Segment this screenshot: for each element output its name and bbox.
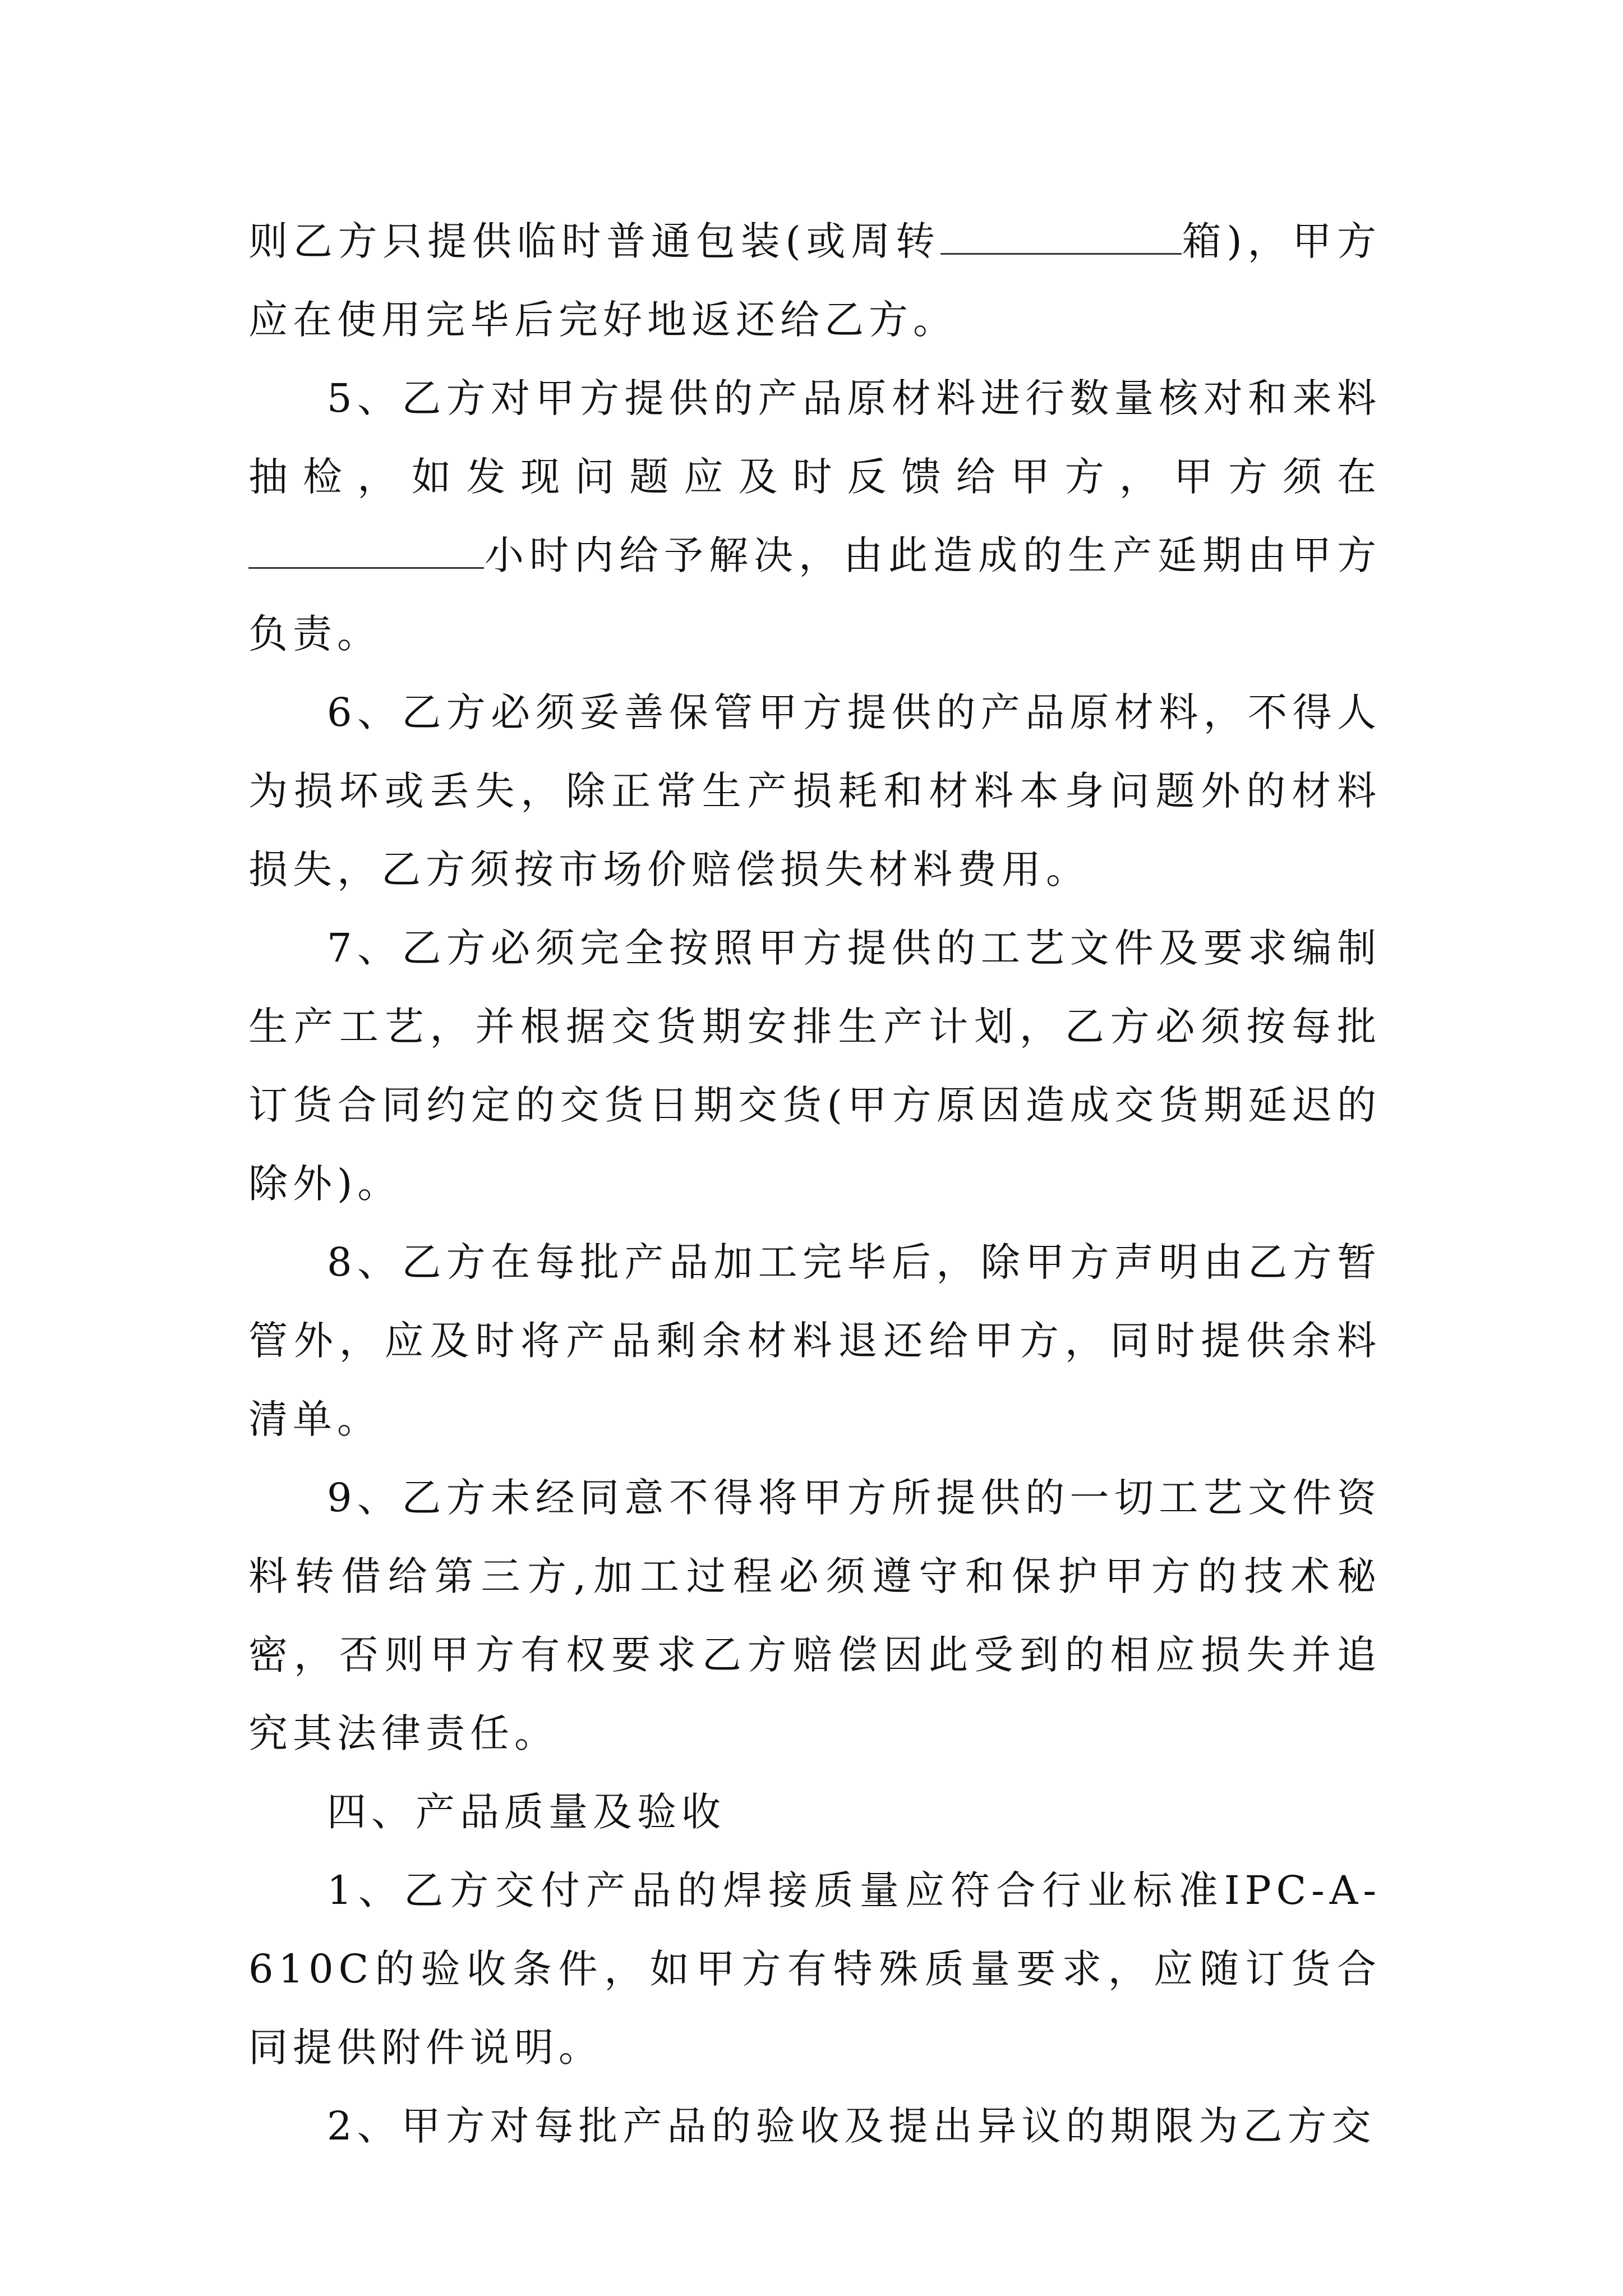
fill-in-blank-turnover-box[interactable]: [940, 218, 1182, 255]
clause-9: 9、乙方未经同意不得将甲方所提供的一切工艺文件资料转借给第三方,加工过程必须遵守和保护甲方的技术秘密，否则甲方有权要求乙方赔偿因此受到的相应损失并追究其法律责任。: [248, 1475, 1381, 1756]
fill-in-blank-hours[interactable]: [248, 532, 484, 569]
clause-8: 8、乙方在每批产品加工完毕后，除甲方声明由乙方暂管外，应及时将产品剩余材料退还给甲方，同时提供余料清单。: [248, 1239, 1381, 1442]
section-heading-quality-acceptance: 四、产品质量及验收: [327, 1789, 726, 1835]
clause-5: [248, 359, 1381, 673]
clause-6: 6、乙方必须妥善保管甲方提供的产品原材料，不得人为损坏或丢失，除正常生产损耗和材料本身问题外的材料损失，乙方须按市场价赔偿损失材料费用。: [248, 689, 1381, 892]
quality-clause-1: 1、乙方交付产品的焊接质量应符合行业标准IPC-A-610C的验收条件，如甲方有特殊质量要求，应随订货合同提供附件说明。: [248, 1867, 1381, 2070]
paragraph-text: 5、乙方对甲方提供的产品原材料进行数量核对和来料抽检，如发现问题应及时反馈给甲方，甲方须在: [248, 375, 1381, 500]
paragraph-packaging-continued: [248, 202, 1381, 359]
quality-clause-2: 2、甲方对每批产品的验收及提出异议的期限为乙方交: [327, 2103, 1376, 2149]
paragraph-text: 小时内给予解决，由此造成的生产延期由甲方负责。: [248, 532, 1381, 657]
document-page: [248, 202, 1381, 2165]
paragraph-text: 箱)，甲方应在使用完毕后完好地返还给乙方。: [248, 218, 1382, 343]
paragraph-text: 则乙方只提供临时普通包装(或周转: [248, 218, 940, 264]
clause-7: 7、乙方必须完全按照甲方提供的工艺文件及要求编制生产工艺，并根据交货期安排生产计划，乙方必须按每批订货合同约定的交货日期交货(甲方原因造成交货期延迟的除外)。: [248, 925, 1381, 1207]
